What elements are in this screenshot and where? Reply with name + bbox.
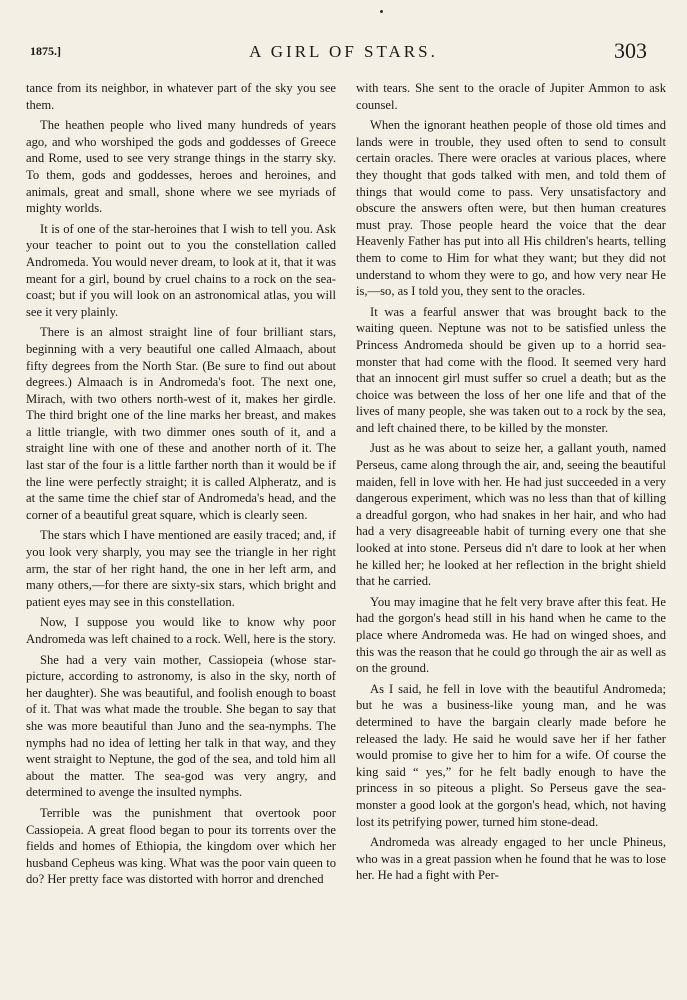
paragraph: You may imagine that he felt very brave after this feat. He had the gorgon's head still in his hand when he came to the place where Andromeda was. He had on winged shoes, and this was the reason that he could go through the air as well as on the ground.: [356, 594, 666, 676]
paragraph: She had a very vain mother, Cassiopeia (whose star-picture, according to astronomy, is also in the sky, north of her daughter). She was beautiful, and foolish enough to boast of it. That was what made the trouble. She began to say that she was more beautiful than Juno and the sea-nymphs. The nymphs had no idea of letting her talk in that way, and they went straight to Neptune, the god of the sea, and told him all about the matter. The sea-god was very angry, and determined to avenge the insulted nymphs.: [26, 652, 336, 800]
page-header: [0, 0, 687, 80]
right-column: [356, 80, 666, 985]
paragraph: with tears. She sent to the oracle of Jupiter Ammon to ask counsel.: [356, 81, 666, 112]
paragraph: tance from its neighbor, in whatever part of the sky you see them.: [26, 81, 336, 112]
paragraph: It was a fearful answer that was brought back to the waiting queen. Neptune was not to be satisfied unless the Princess Andromeda should be given up to a horrid sea-monster that had come with the flood. It seemed very hard that an innocent girl must suffer so cruel a death; but as the choice was between the loss of her one life and that of the lives of many people, she was taken out to a rock by the sea, and left chained there, to be killed by the monster.: [356, 304, 666, 435]
page-number: 303: [614, 38, 647, 63]
paragraph: Now, I suppose you would like to know why poor Andromeda was left chained to a rock. Well, here is the story.: [26, 615, 336, 646]
header-year: 1875.]: [30, 44, 61, 58]
paragraph: The stars which I have mentioned are easily traced; and, if you look very sharply, you may see the triangle in her right arm, the star of her right hand, the one in her left arm, and many others,—for there are sixty-six stars, which bright and patient eyes may see in this constellation.: [26, 528, 336, 609]
paragraph: There is an almost straight line of four brilliant stars, beginning with a very beautiful one called Almaach, about fifty degrees from the North Star. (Be sure to find out about degrees.) Almaach is in Andromeda's foot. The next one, Mirach, with two others north-west of it, makes her girdle. The third bright one of the line marks her breast, and makes a little triangle, with two dimmer ones south of it, and a straight line with one of these and another north of it. The last star of the four is a little farther north than it would be if the line were perfectly straight; it is called Alpheratz, and is at the same time the chief star of Andromeda's head, and the corner of a beautiful great square, which is clearly seen.: [26, 325, 336, 522]
paragraph: When the ignorant heathen people of those old times and lands were in trouble, they used often to send to consult certain oracles. There were oracles at various places, where they thought that gods talked with men, and told them of things that would come to pass. Very unsatisfactory and obscure the answers often were, but then human creatures must pray. Those people heard the voice that the dear Heavenly Father has put into all His children's hearts, telling them to come to Him for what they want; but they did not understand to whom they were to go, and how very near He is,—so, as I told you, they sent to the oracles.: [356, 118, 666, 299]
paragraph: The heathen people who lived many hundreds of years ago, and who worshiped the gods and goddesses of Greece and Rome, used to see very strange things in the starry sky. To them, gods and goddesses, heroes and heroines, and animals, great and small, shone where we see myriads of mighty worlds.: [26, 118, 336, 216]
paragraph: As I said, he fell in love with the beautiful Andromeda; but he was a business-like young man, and he was determined to have the bargain clearly made before he released the lady. He said he would save her if her father would promise to give her to him for a wife. Of course the king said “ yes,” for he felt badly enough to have the princess in so piteous a plight. So Perseus gave the sea-monster a good look at the gorgon's head, which, not having lost its petrifying power, turned him stone-dead.: [356, 681, 666, 829]
paragraph: Just as he was about to seize her, a gallant youth, named Perseus, came along through the air, and, seeing the beautiful maiden, fell in love with her. He had just succeeded in a very dangerous experiment, which was no less than that of killing a dreadful gorgon, who had snakes in her hair, and who had had a very disagreeable habit of turning every one that she looked at into stone. Perseus did n't dare to look at her when he killed her; he looked at her reflection in the bright shield that he carried.: [356, 441, 666, 589]
text-columns: [26, 80, 666, 985]
paragraph: It is of one of the star-heroines that I wish to tell you. Ask your teacher to point out to you the constellation called Andromeda. You would never dream, to look at it, that it was meant for a girl, bound by cruel chains to a rock on the sea-coast; but if you will look on an astronomical atlas, you will see it very plainly.: [26, 221, 336, 319]
running-title: A GIRL OF STARS.: [249, 42, 438, 61]
paragraph: Terrible was the punishment that overtook poor Cassiopeia. A great flood began to pour its torrents over the fields and homes of Ethiopia, the kingdom over which her husband Cepheus was king. What was the poor vain queen to do? Her pretty face was distorted with horror and drenched: [26, 805, 336, 887]
left-column: [26, 80, 336, 985]
paragraph: Andromeda was already engaged to her uncle Phineus, who was in a great passion when he found that he was to lose her. He had a fight with Per-: [356, 835, 666, 883]
